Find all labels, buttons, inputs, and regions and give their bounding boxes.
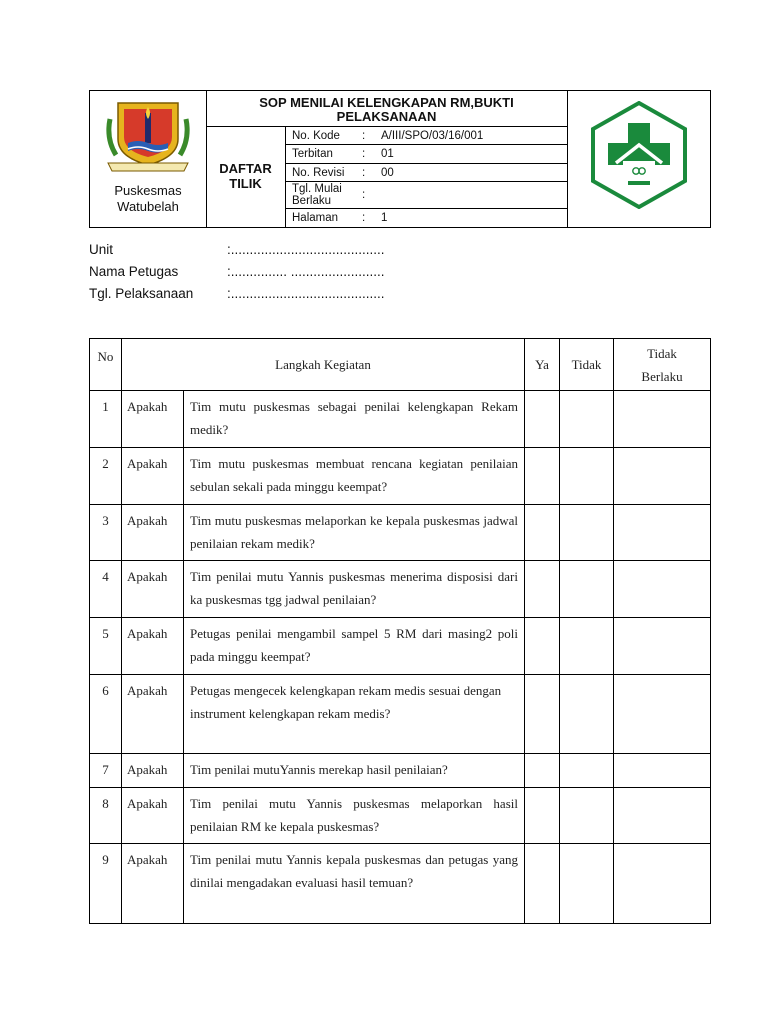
table-row — [90, 754, 711, 788]
check-ya[interactable] — [525, 675, 560, 754]
row-number: 7 — [90, 754, 122, 788]
row-prefix: Apakah — [122, 391, 184, 448]
row-number: 8 — [90, 788, 122, 844]
row-number: 5 — [90, 618, 122, 675]
meta-sep: : — [362, 189, 366, 201]
meta-sep: : — [362, 212, 366, 224]
check-tidak-berlaku[interactable] — [614, 754, 711, 788]
sop-title-line2: PELAKSANAAN — [336, 109, 437, 124]
row-number: 1 — [90, 391, 122, 448]
info-label: Nama Petugas — [89, 264, 179, 279]
col-header-tidak-berlaku: Tidak Berlaku — [614, 339, 711, 391]
check-ya[interactable] — [525, 448, 560, 505]
check-ya[interactable] — [525, 844, 560, 924]
row-question: Petugas penilai mengambil sampel 5 RM dari masing2 poli pada minggu keempat? — [184, 618, 525, 675]
meta-row — [286, 182, 567, 209]
meta-value: 1 — [381, 212, 388, 224]
check-tidak-berlaku[interactable] — [614, 675, 711, 754]
row-question: Tim penilai mutu Yannis kepala puskesmas dan petugas yang dinilai mengadakan evaluasi hasil temuan? — [184, 844, 525, 924]
check-tidak-berlaku[interactable] — [614, 505, 711, 561]
col-header-no: No — [90, 339, 122, 391]
meta-key: Halaman — [292, 212, 339, 224]
doc-type-line2: TILIK — [229, 176, 262, 191]
meta-sep: : — [362, 167, 366, 179]
check-tidak[interactable] — [560, 675, 614, 754]
row-question: Tim mutu puskesmas sebagai penilai kelengkapan Rekam medik? — [184, 391, 525, 448]
meta-sep: : — [362, 130, 366, 142]
row-question: Petugas mengecek kelengkapan rekam medis sesuai dengan instrument kelengkapan rekam medis? — [184, 675, 525, 754]
table-header-row — [90, 339, 711, 391]
check-ya[interactable] — [525, 505, 560, 561]
row-prefix: Apakah — [122, 844, 184, 924]
meta-value: A/III/SPO/03/16/001 — [381, 130, 484, 142]
check-tidak[interactable] — [560, 561, 614, 618]
check-tidak[interactable] — [560, 505, 614, 561]
check-ya[interactable] — [525, 754, 560, 788]
row-question: Tim mutu puskesmas membuat rencana kegiatan penilaian sebulan sekali pada minggu keempat? — [184, 448, 525, 505]
document-header — [89, 90, 711, 228]
check-ya[interactable] — [525, 561, 560, 618]
row-number: 9 — [90, 844, 122, 924]
col-header-ya: Ya — [525, 339, 560, 391]
header-logo-cell — [90, 91, 207, 227]
table-row — [90, 561, 711, 618]
info-value: :............... ......................... — [227, 264, 385, 279]
check-tidak-berlaku[interactable] — [614, 844, 711, 924]
row-number: 2 — [90, 448, 122, 505]
table-row — [90, 844, 711, 924]
check-tidak-berlaku[interactable] — [614, 788, 711, 844]
row-prefix: Apakah — [122, 788, 184, 844]
meta-row — [286, 127, 567, 145]
row-question: Tim penilai mutu Yannis puskesmas menerima disposisi dari ka puskesmas tgg jadwal penilaian? — [184, 561, 525, 618]
check-tidak[interactable] — [560, 844, 614, 924]
meta-row — [286, 164, 567, 182]
row-prefix: Apakah — [122, 448, 184, 505]
doc-type-line1: DAFTAR — [219, 161, 272, 176]
meta-value: 00 — [381, 167, 394, 179]
meta-row — [286, 209, 567, 227]
row-number: 3 — [90, 505, 122, 561]
check-ya[interactable] — [525, 618, 560, 675]
table-row — [90, 448, 711, 505]
table-row — [90, 675, 711, 754]
row-prefix: Apakah — [122, 675, 184, 754]
col-header-tidak: Tidak — [560, 339, 614, 391]
table-row — [90, 788, 711, 844]
meta-key: Tgl. Mulai Berlaku — [292, 183, 342, 207]
meta-key: No. Kode — [292, 130, 340, 142]
check-ya[interactable] — [525, 391, 560, 448]
puskesmas-logo-icon — [590, 101, 688, 209]
check-tidak[interactable] — [560, 448, 614, 505]
meta-value: 01 — [381, 148, 394, 160]
info-value: :......................................... — [227, 242, 385, 257]
regency-crest-icon — [104, 99, 192, 177]
sop-title — [206, 91, 568, 127]
col-header-step: Langkah Kegiatan — [122, 339, 525, 391]
org-name-line2: Watubelah — [117, 199, 179, 214]
check-tidak-berlaku[interactable] — [614, 448, 711, 505]
info-label: Tgl. Pelaksanaan — [89, 286, 194, 301]
info-label: Unit — [89, 242, 114, 257]
row-prefix: Apakah — [122, 754, 184, 788]
meta-sep: : — [362, 148, 366, 160]
org-name-line1: Puskesmas — [114, 183, 182, 198]
sop-title-line1: SOP MENILAI KELENGKAPAN RM,BUKTI — [259, 95, 514, 110]
meta-row — [286, 145, 567, 164]
check-tidak[interactable] — [560, 788, 614, 844]
info-value: :......................................... — [227, 286, 385, 301]
check-tidak-berlaku[interactable] — [614, 561, 711, 618]
row-number: 4 — [90, 561, 122, 618]
check-tidak[interactable] — [560, 754, 614, 788]
check-ya[interactable] — [525, 788, 560, 844]
table-row — [90, 505, 711, 561]
row-prefix: Apakah — [122, 505, 184, 561]
meta-key: No. Revisi — [292, 167, 345, 179]
check-tidak[interactable] — [560, 618, 614, 675]
table-row — [90, 391, 711, 448]
meta-key: Terbitan — [292, 148, 333, 160]
checklist-table — [89, 338, 711, 924]
doc-type — [206, 127, 286, 227]
row-question: Tim mutu puskesmas melaporkan ke kepala puskesmas jadwal penilaian rekam medik? — [184, 505, 525, 561]
row-prefix: Apakah — [122, 618, 184, 675]
row-prefix: Apakah — [122, 561, 184, 618]
header-brand-cell — [568, 91, 710, 227]
row-question: Tim penilai mutuYannis merekap hasil penilaian? — [184, 754, 525, 788]
table-row — [90, 618, 711, 675]
check-tidak-berlaku[interactable] — [614, 618, 711, 675]
check-tidak-berlaku[interactable] — [614, 391, 711, 448]
row-question: Tim penilai mutu Yannis puskesmas melaporkan hasil penilaian RM ke kepala puskesmas? — [184, 788, 525, 844]
row-number: 6 — [90, 675, 122, 754]
doc-meta-table — [286, 127, 568, 227]
check-tidak[interactable] — [560, 391, 614, 448]
